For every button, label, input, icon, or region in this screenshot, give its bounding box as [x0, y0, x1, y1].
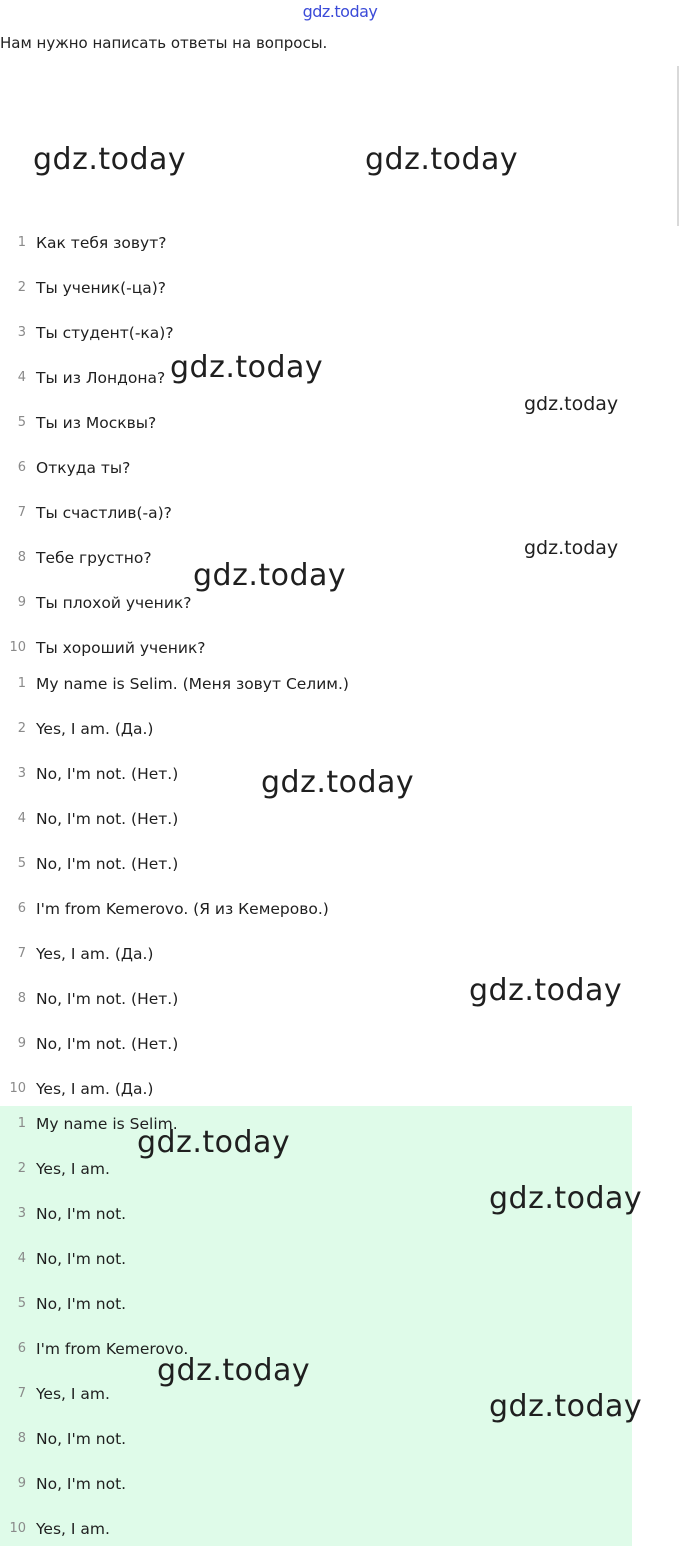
item-number: 10 [9, 640, 26, 655]
item-text: No, I'm not. (Нет.) [36, 990, 179, 1008]
watermark: gdz.today [33, 142, 187, 177]
item-text: Yes, I am. (Да.) [36, 1080, 154, 1098]
watermark: gdz.today [157, 1353, 311, 1388]
item-text: Ты из Лондона? [36, 369, 166, 387]
item-number: 4 [17, 811, 26, 826]
item-text: Как тебя зовут? [36, 234, 167, 252]
item-number: 4 [17, 1251, 26, 1266]
item-number: 3 [17, 1206, 26, 1221]
item-text: No, I'm not. [36, 1295, 127, 1313]
list-item [0, 981, 632, 1026]
item-number: 5 [17, 856, 26, 871]
item-number: 6 [17, 460, 26, 475]
item-text: No, I'm not. (Нет.) [36, 1035, 179, 1053]
item-number: 6 [17, 901, 26, 916]
list-item [0, 1241, 632, 1286]
item-number: 4 [17, 370, 26, 385]
item-number: 2 [17, 280, 26, 295]
list-item [0, 450, 632, 495]
list-item [0, 1466, 632, 1511]
item-number: 10 [9, 1081, 26, 1096]
item-number: 9 [17, 1036, 26, 1051]
item-number: 8 [17, 1431, 26, 1446]
list-item [0, 1196, 632, 1241]
item-text: No, I'm not. [36, 1250, 127, 1268]
item-text: No, I'm not. [36, 1205, 127, 1223]
item-text: No, I'm not. (Нет.) [36, 765, 179, 783]
item-number: 8 [17, 550, 26, 565]
list-item [0, 270, 632, 315]
item-text: Тебе грустно? [36, 549, 152, 567]
list-item [0, 1511, 632, 1556]
list-item [0, 405, 632, 450]
item-number: 3 [17, 325, 26, 340]
list-item [0, 711, 632, 756]
list-item [0, 891, 632, 936]
watermark: gdz.today [524, 393, 619, 415]
item-number: 7 [17, 505, 26, 520]
item-number: 2 [17, 1161, 26, 1176]
watermark: gdz.today [261, 765, 415, 800]
list-item [0, 1376, 632, 1421]
watermark: gdz.today [137, 1125, 291, 1160]
watermark: gdz.today [170, 350, 324, 385]
item-text: Yes, I am. (Да.) [36, 720, 154, 738]
list-item [0, 1026, 632, 1071]
item-text: Ты счастлив(-а)? [36, 504, 172, 522]
item-number: 2 [17, 721, 26, 736]
list-item [0, 540, 632, 585]
item-text: I'm from Kemerovo. [36, 1340, 189, 1358]
list-item [0, 756, 632, 801]
item-number: 1 [17, 235, 26, 250]
item-number: 7 [17, 1386, 26, 1401]
item-text: Ты ученик(-ца)? [36, 279, 167, 297]
item-text: No, I'm not. [36, 1430, 127, 1448]
watermark: gdz.today [489, 1181, 643, 1216]
item-number: 10 [9, 1521, 26, 1536]
item-text: Yes, I am. [36, 1385, 110, 1403]
list-item [0, 360, 632, 405]
list-item [0, 936, 632, 981]
item-text: Ты хороший ученик? [36, 639, 206, 657]
watermark: gdz.today [489, 1389, 643, 1424]
answers-final-list [0, 1106, 632, 1546]
item-text: Ты из Москвы? [36, 414, 157, 432]
list-item [0, 1331, 632, 1376]
item-text: No, I'm not. [36, 1475, 127, 1493]
item-number: 9 [17, 595, 26, 610]
header-watermark: gdz.today [302, 2, 378, 21]
list-item [0, 1106, 632, 1151]
watermark: gdz.today [365, 142, 519, 177]
list-item [0, 1286, 632, 1331]
list-item [0, 495, 632, 540]
list-item [0, 666, 632, 711]
item-text: No, I'm not. (Нет.) [36, 810, 179, 828]
list-item [0, 846, 632, 891]
watermark: gdz.today [524, 537, 619, 559]
watermark: gdz.today [193, 558, 347, 593]
item-number: 8 [17, 991, 26, 1006]
item-text: Ты плохой ученик? [36, 594, 192, 612]
item-text: No, I'm not. (Нет.) [36, 855, 179, 873]
item-number: 5 [17, 415, 26, 430]
item-number: 7 [17, 946, 26, 961]
item-number: 3 [17, 766, 26, 781]
intro-text: Нам нужно написать ответы на вопросы. [0, 34, 328, 52]
item-text: I'm from Kemerovo. (Я из Кемерово.) [36, 900, 329, 918]
watermark: gdz.today [469, 973, 623, 1008]
item-text: Yes, I am. (Да.) [36, 945, 154, 963]
list-item [0, 1151, 632, 1196]
item-text: My name is Selim. (Меня зовут Селим.) [36, 675, 349, 693]
scrollbar[interactable] [677, 66, 679, 226]
item-text: Ты студент(-ка)? [36, 324, 174, 342]
list-item [0, 315, 632, 360]
item-text: Откуда ты? [36, 459, 131, 477]
item-text: Yes, I am. [36, 1520, 110, 1538]
item-text: Yes, I am. [36, 1160, 110, 1178]
list-item [0, 225, 632, 270]
item-text: My name is Selim. [36, 1115, 178, 1133]
list-item [0, 1421, 632, 1466]
list-item [0, 585, 632, 630]
answers-translated-list [0, 666, 632, 1116]
item-number: 1 [17, 1116, 26, 1131]
item-number: 5 [17, 1296, 26, 1311]
item-number: 9 [17, 1476, 26, 1491]
questions-list [0, 225, 632, 675]
item-number: 1 [17, 676, 26, 691]
item-number: 6 [17, 1341, 26, 1356]
list-item [0, 801, 632, 846]
